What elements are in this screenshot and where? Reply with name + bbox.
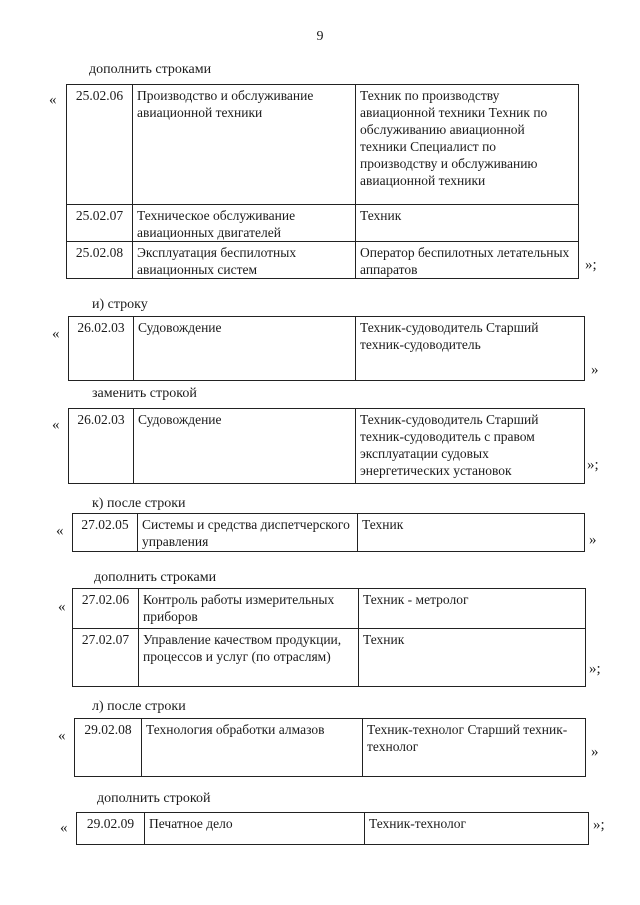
amendment-table bbox=[72, 513, 585, 552]
qualification: Техник-технолог bbox=[365, 813, 589, 845]
table-row bbox=[67, 205, 579, 242]
table-row bbox=[67, 242, 579, 279]
qualification: Техник-судоводитель Старший техник-судоводитель bbox=[356, 317, 585, 381]
table-row bbox=[77, 813, 589, 845]
table-row bbox=[69, 317, 585, 381]
table-row bbox=[67, 85, 579, 205]
qualification: Техник-технолог Старший техник-технолог bbox=[363, 719, 586, 777]
specialty-code: 29.02.09 bbox=[77, 813, 145, 845]
specialty-name: Контроль работы измерительных приборов bbox=[139, 589, 359, 629]
qualification: Техник bbox=[359, 629, 586, 687]
amendment-table bbox=[68, 316, 585, 381]
page-number: 9 bbox=[316, 29, 324, 44]
open-quote: « bbox=[49, 92, 57, 108]
amendment-table bbox=[74, 718, 586, 777]
qualification: Оператор беспилотных летательных аппаратов bbox=[356, 242, 579, 279]
open-quote: « bbox=[60, 820, 68, 836]
section-heading: к) после строки bbox=[92, 496, 186, 511]
close-quote: » bbox=[591, 362, 599, 378]
qualification: Техник bbox=[356, 205, 579, 242]
qualification: Техник bbox=[358, 514, 585, 552]
specialty-code: 26.02.03 bbox=[69, 409, 134, 484]
close-quote: » bbox=[589, 532, 597, 548]
close-quote: » bbox=[591, 744, 599, 760]
specialty-code: 29.02.08 bbox=[75, 719, 142, 777]
qualification: Техник - метролог bbox=[359, 589, 586, 629]
specialty-name: Техническое обслуживание авиационных двигателей bbox=[133, 205, 356, 242]
amendment-table bbox=[66, 84, 579, 279]
open-quote: « bbox=[58, 599, 66, 615]
table-row bbox=[69, 409, 585, 484]
section-heading: и) строку bbox=[92, 297, 148, 312]
specialty-code: 27.02.07 bbox=[73, 629, 139, 687]
amendment-table bbox=[68, 408, 585, 484]
specialty-code: 27.02.06 bbox=[73, 589, 139, 629]
close-quote: »; bbox=[593, 817, 605, 833]
specialty-name: Производство и обслуживание авиационной техники bbox=[133, 85, 356, 205]
amendment-table bbox=[76, 812, 589, 845]
specialty-name: Системы и средства диспетчерского управления bbox=[138, 514, 358, 552]
amendment-table bbox=[72, 588, 586, 687]
table-row bbox=[73, 629, 586, 687]
section-heading: л) после строки bbox=[92, 699, 186, 714]
open-quote: « bbox=[56, 523, 64, 539]
qualification: Техник-судоводитель Старший техник-судоводитель с правом эксплуатации судовых энергетических установок bbox=[356, 409, 585, 484]
open-quote: « bbox=[52, 417, 60, 433]
table-row bbox=[73, 514, 585, 552]
specialty-code: 25.02.07 bbox=[67, 205, 133, 242]
specialty-code: 25.02.06 bbox=[67, 85, 133, 205]
close-quote: »; bbox=[589, 661, 601, 677]
specialty-name: Эксплуатация беспилотных авиационных систем bbox=[133, 242, 356, 279]
table-row bbox=[75, 719, 586, 777]
specialty-name: Судовождение bbox=[134, 317, 356, 381]
specialty-code: 25.02.08 bbox=[67, 242, 133, 279]
close-quote: »; bbox=[587, 457, 599, 473]
section-heading: дополнить строками bbox=[94, 570, 217, 585]
specialty-name: Технология обработки алмазов bbox=[142, 719, 363, 777]
specialty-name: Судовождение bbox=[134, 409, 356, 484]
qualification: Техник по производству авиационной техники Техник по обслуживанию авиационной техники Специалист по производству и обслуживанию авиационной техники bbox=[356, 85, 579, 205]
open-quote: « bbox=[52, 326, 60, 342]
specialty-code: 26.02.03 bbox=[69, 317, 134, 381]
section-heading: заменить строкой bbox=[92, 386, 197, 401]
close-quote: »; bbox=[585, 257, 597, 273]
specialty-name: Управление качеством продукции, процессов и услуг (по отраслям) bbox=[139, 629, 359, 687]
section-heading: дополнить строками bbox=[89, 62, 212, 77]
table-row bbox=[73, 589, 586, 629]
specialty-name: Печатное дело bbox=[145, 813, 365, 845]
section-heading: дополнить строкой bbox=[97, 791, 211, 806]
specialty-code: 27.02.05 bbox=[73, 514, 138, 552]
open-quote: « bbox=[58, 728, 66, 744]
